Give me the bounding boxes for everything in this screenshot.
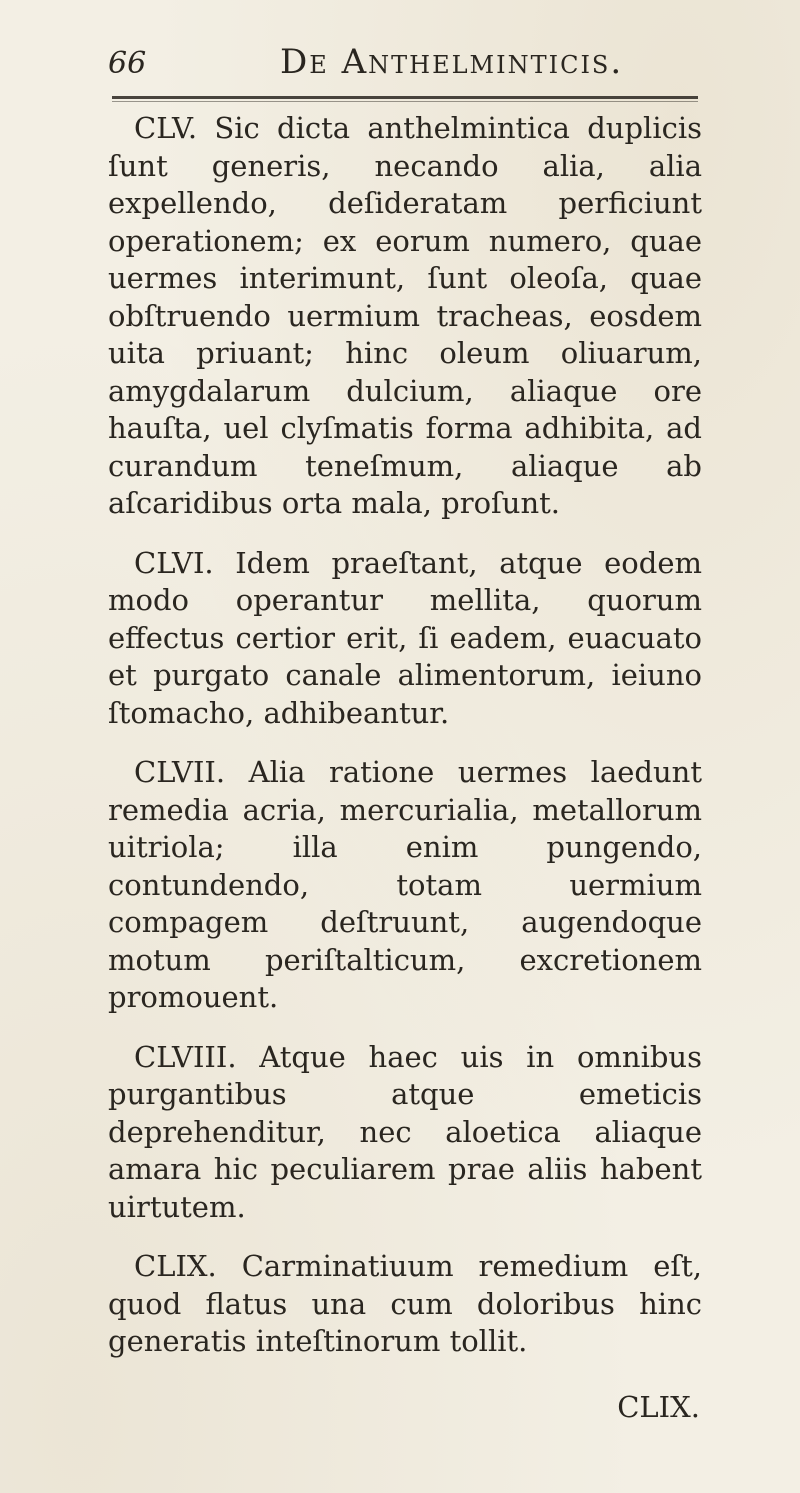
- header-rule: [112, 96, 698, 99]
- paragraph-clviii: CLVIII. Atque haec uis in omnibus purgantibus atque emeticis deprehenditur, nec aloetica aliaque amara hic peculiarem prae aliis habent uirtutem.: [108, 1039, 702, 1224]
- page-number: 66: [108, 46, 147, 81]
- paragraph-clvi: CLVI. Idem praeſtant, atque eodem modo operantur mellita, quorum effectus certior erit, ſi eadem, euacuato et purgato canale alimentorum, ieiuno ſtomacho, adhibeantur.: [108, 545, 702, 730]
- paragraph-clvii: CLVII. Alia ratione uermes laedunt remedia acria, mercurialia, metallorum uitriola; illa enim pungendo, contundendo, totam uermium compagem deſtruunt, augendoque motum periſtalticum, excretionem promouent.: [108, 755, 702, 1014]
- paragraph-clv: CLV. Sic dicta anthelmintica duplicis ſunt generis, necando alia, alia expellendo, deſideratam perficiunt operationem; ex eorum numero, quae uermes interimunt, ſunt oleoſa, quae obſtruendo uermium tracheas, eosdem uita priuant; hinc oleum oliuarum, amygdalarum dulcium, aliaque ore hauſta, uel clyſmatis forma adhibita, ad curandum teneſmum, aliaque ab aſcaridibus orta mala, proſunt.: [108, 111, 702, 520]
- catchword: CLIX.: [617, 1390, 700, 1424]
- page-header: [108, 40, 688, 90]
- paragraph-clix: CLIX. Carminatiuum remedium eſt, quod flatus una cum doloribus hinc generatis inteſtinorum tollit.: [108, 1249, 702, 1358]
- header-rule-thin: [112, 101, 698, 102]
- body-text: [108, 110, 702, 1383]
- running-title: De Anthelminticis.: [280, 42, 624, 82]
